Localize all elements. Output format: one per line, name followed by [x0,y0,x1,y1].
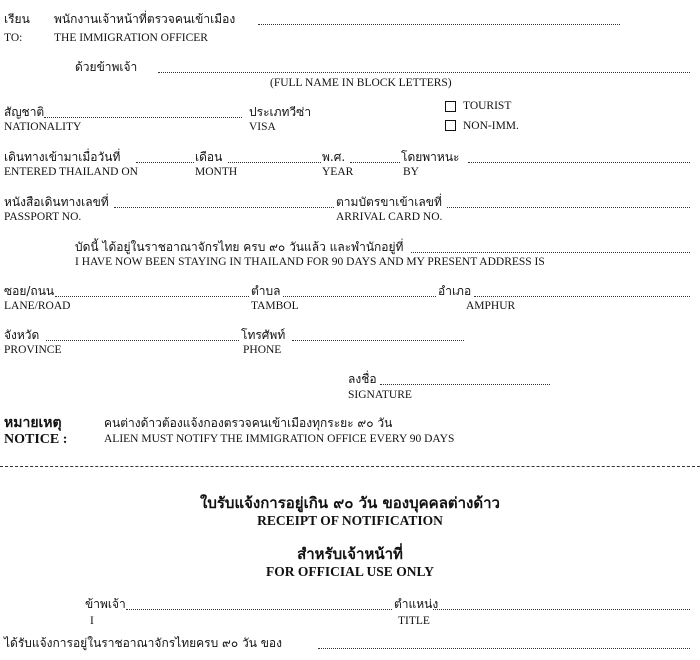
signature-label-en: SIGNATURE [348,389,412,401]
received-notification-th: ได้รับแจ้งการอยู่ในราชอาณาจักรไทยครบ ๙๐ วัน ของ [4,636,282,650]
nationality-label-th: สัญชาติ [4,105,45,119]
notice-text-th: คนต่างด้าวต้องแจ้งกองตรวจคนเข้าเมืองทุกระยะ ๙๐ วัน [104,416,393,430]
passport-label-en: PASSPORT NO. [4,211,82,223]
tourist-option-label: TOURIST [463,100,512,112]
phone-field[interactable] [292,340,464,341]
to-dotted-line [258,24,620,25]
officer-i-label-en: I [90,615,94,627]
fullname-label-th: ด้วยข้าพเจ้า [75,60,138,74]
received-from-field[interactable] [318,648,690,649]
to-value-th: พนักงานเจ้าหน้าที่ตรวจคนเข้าเมือง [54,12,236,26]
province-label-en: PROVINCE [4,344,62,356]
lane-label-th: ซอย/ถนน [4,284,55,298]
statement-en: I HAVE NOW BEEN STAYING IN THAILAND FOR 90 DAYS AND MY PRESENT ADDRESS IS [75,256,545,268]
entry-day-field[interactable] [136,162,194,163]
phone-label-th: โทรศัพท์ [241,328,286,342]
officer-title-label-en: TITLE [398,615,430,627]
non-imm-checkbox[interactable] [445,120,456,131]
cut-line-divider [0,466,700,467]
officer-name-field[interactable] [126,609,392,610]
nationality-field[interactable] [44,117,242,118]
receipt-title-en: RECEIPT OF NOTIFICATION [257,513,443,528]
tambol-field[interactable] [283,296,436,297]
entry-year-label-en: YEAR [322,166,354,178]
province-label-th: จังหวัด [4,328,40,342]
fullname-field[interactable] [158,72,690,73]
arrival-card-label-en: ARRIVAL CARD NO. [336,211,443,223]
amphur-label-th: อำเภอ [438,284,472,298]
notice-text-en: ALIEN MUST NOTIFY THE IMMIGRATION OFFICE EVERY 90 DAYS [104,433,455,445]
official-use-th: สำหรับเจ้าหน้าที่ [297,545,403,563]
entry-month-label-en: MONTH [195,166,238,178]
entry-by-label-en: BY [403,166,419,178]
receipt-title-th: ใบรับแจ้งการอยู่เกิน ๙๐ วัน ของบุคคลต่างด้าว [200,494,500,512]
passport-number-field[interactable] [114,207,334,208]
tambol-label-en: TAMBOL [251,300,299,312]
to-label-th: เรียน [4,12,30,26]
officer-i-label-th: ข้าพเจ้า [85,597,126,611]
entry-vehicle-field[interactable] [468,162,690,163]
arrival-card-label-th: ตามบัตรขาเข้าเลขที่ [336,195,442,209]
official-use-en: FOR OFFICIAL USE ONLY [266,564,434,579]
nationality-label-en: NATIONALITY [4,121,82,133]
officer-title-label-th: ตำแหน่ง [394,597,439,611]
non-imm-option-label: NON-IMM. [463,120,519,132]
notice-label-en: NOTICE : [4,432,68,447]
tambol-label-th: ตำบล [251,284,281,298]
entry-month-label-th: เดือน [195,150,223,164]
amphur-field[interactable] [474,296,690,297]
entry-year-field[interactable] [350,162,400,163]
fullname-hint: (FULL NAME IN BLOCK LETTERS) [270,77,452,89]
statement-th: บัดนี้ ได้อยู่ในราชอาณาจักรไทย ครบ ๙๐ วันแล้ว และพำนักอยู่ที่ [75,240,404,254]
tourist-checkbox[interactable] [445,101,456,112]
statement-dotted-line [411,252,690,253]
lane-label-en: LANE/ROAD [4,300,71,312]
lane-road-field[interactable] [55,296,249,297]
entry-date-label-en: ENTERED THAILAND ON [4,166,138,178]
province-field[interactable] [46,340,239,341]
visa-label-th: ประเภทวีซ่า [249,105,312,119]
to-label-en: TO: [4,32,23,44]
officer-title-field[interactable] [433,609,690,610]
signature-field[interactable] [380,384,550,385]
visa-label-en: VISA [249,121,276,133]
to-value-en: THE IMMIGRATION OFFICER [54,32,208,44]
entry-date-label-th: เดินทางเข้ามาเมื่อวันที่ [4,150,121,164]
phone-label-en: PHONE [243,344,282,356]
entry-year-label-th: พ.ศ. [322,150,346,164]
entry-month-field[interactable] [228,162,321,163]
passport-label-th: หนังสือเดินทางเลขที่ [4,195,109,209]
arrival-card-field[interactable] [447,207,690,208]
notice-label-th: หมายเหตุ [4,415,62,431]
entry-by-label-th: โดยพาหนะ [401,150,460,164]
amphur-label-en: AMPHUR [466,300,516,312]
signature-label-th: ลงชื่อ [348,372,377,386]
